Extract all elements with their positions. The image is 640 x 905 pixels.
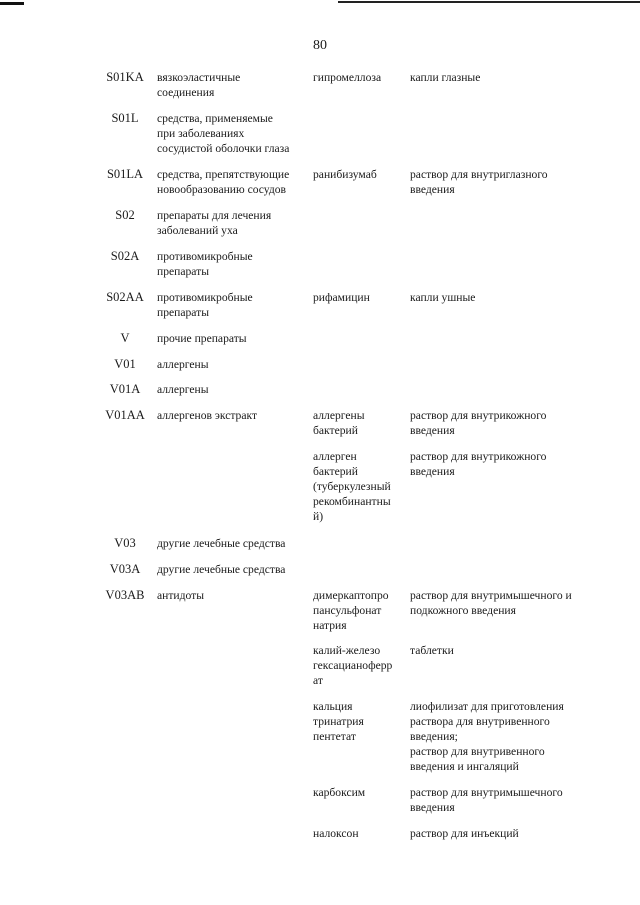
group-name: средства, применяемые при заболеваниях сосудистой оболочки глаза: [157, 112, 290, 155]
group-name: антидоты: [157, 589, 205, 602]
group-name: другие лечебные средства: [157, 563, 286, 576]
drug-name: гипромеллоза: [313, 71, 382, 84]
drug-name: димеркаптопро пансульфонат натрия: [313, 589, 389, 632]
group-name: аллергенов экстракт: [157, 409, 258, 422]
group-name: аллергены: [157, 383, 209, 396]
atc-code: S02AA: [106, 290, 144, 304]
dosage-form: капли глазные: [410, 71, 481, 84]
atc-code: S02: [115, 208, 135, 222]
group-name: противомикробные препараты: [157, 250, 253, 278]
atc-code: V01: [114, 357, 136, 371]
dosage-form: раствор для внутримышечного введения: [410, 786, 563, 814]
atc-code: V: [120, 331, 130, 345]
atc-code: V03: [114, 536, 136, 550]
dosage-form: раствор для внутрикожного введения: [410, 450, 547, 478]
atc-code: V01AA: [105, 408, 145, 422]
group-name: противомикробные препараты: [157, 291, 253, 319]
atc-code: S02A: [110, 249, 140, 263]
atc-code: S01KA: [106, 70, 144, 84]
group-name: прочие препараты: [157, 332, 247, 345]
dosage-form: раствор для инъекций: [410, 827, 519, 840]
group-name: препараты для лечения заболеваний уха: [157, 209, 272, 237]
drug-name: рифамицин: [313, 291, 370, 304]
dosage-form: таблетки: [410, 644, 454, 657]
dosage-form: раствор для внутрикожного введения: [410, 409, 547, 437]
dosage-form: раствор для внутриглазного введения: [410, 168, 548, 196]
atc-code: V01A: [109, 382, 141, 396]
drug-name: карбоксим: [313, 786, 366, 799]
atc-code: V03AB: [105, 588, 145, 602]
dosage-form: лиофилизат для приготовления раствора для внутривенного введения; раствор для внутривенного введения и ингаляций: [410, 700, 564, 773]
drug-name: кальция тринатрия пентетат: [313, 700, 364, 743]
page-number: 80: [313, 38, 327, 53]
group-name: вязкоэластичные соединения: [157, 71, 241, 99]
atc-code: S01L: [111, 111, 139, 125]
dosage-form: капли ушные: [410, 291, 476, 304]
drug-name: калий-железо гексацианоферр ат: [313, 644, 393, 687]
drug-name: аллергены бактерий: [313, 409, 365, 437]
drug-name: аллерген бактерий (туберкулезный рекомбинантны й): [313, 450, 391, 523]
atc-code: V03A: [109, 562, 141, 576]
drug-name: ранибизумаб: [313, 168, 377, 181]
atc-code: S01LA: [106, 167, 144, 181]
dosage-form: раствор для внутримышечного и подкожного введения: [410, 589, 572, 617]
group-name: аллергены: [157, 358, 209, 371]
group-name: средства, препятствующие новообразованию сосудов: [157, 168, 290, 196]
drug-name: налоксон: [313, 827, 359, 840]
group-name: другие лечебные средства: [157, 537, 286, 550]
